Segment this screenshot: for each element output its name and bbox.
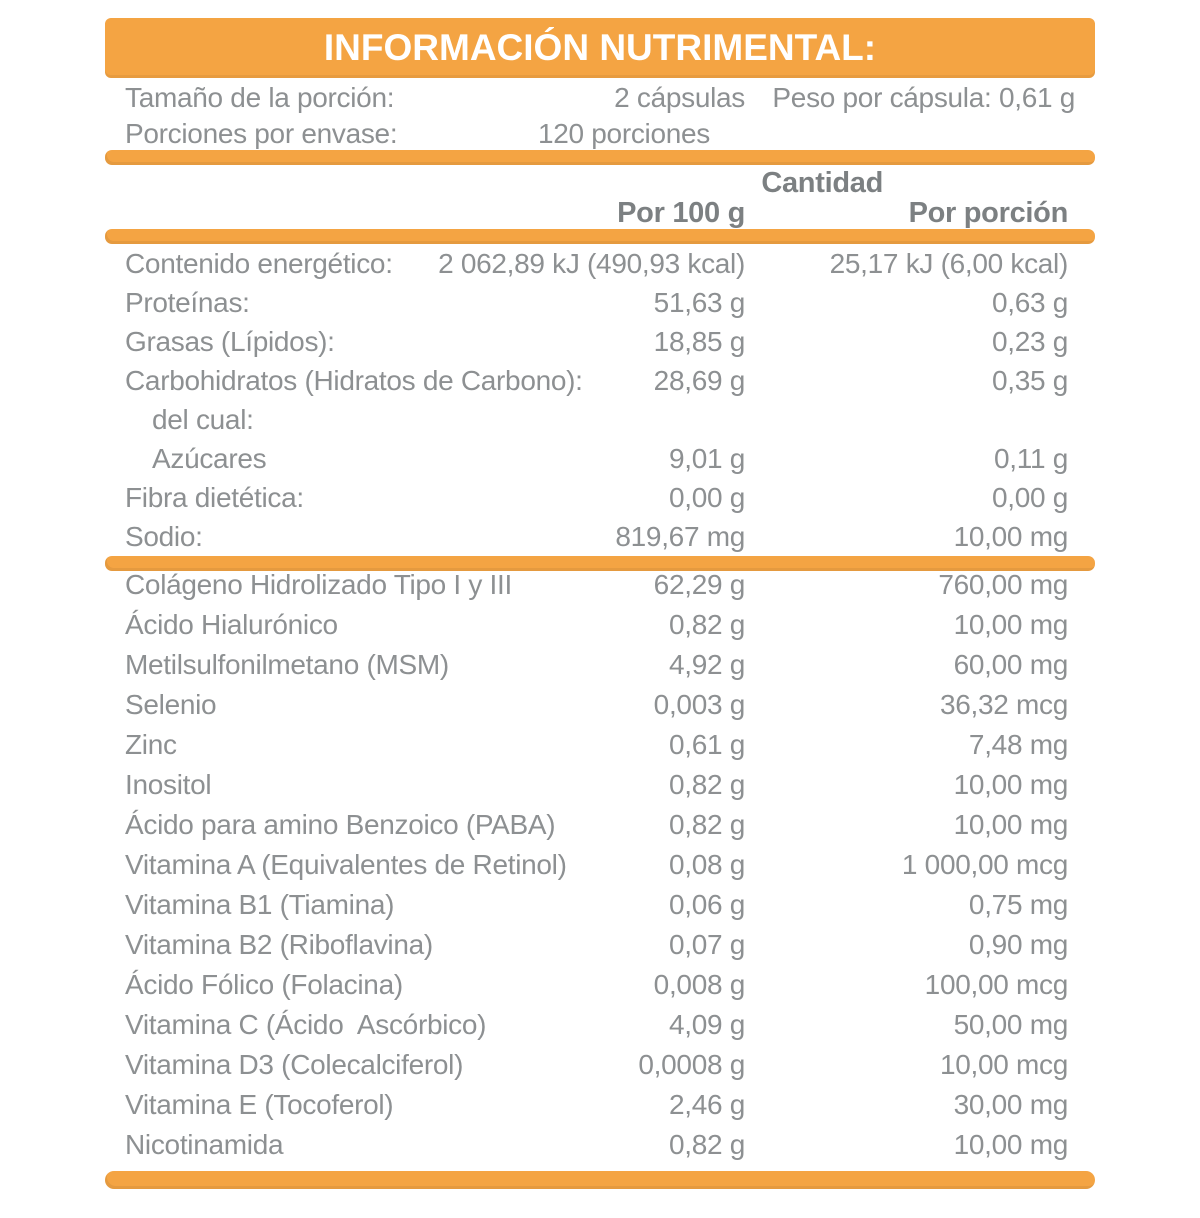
table-row (105, 244, 1095, 283)
per-portion-value: 0,35 g (991, 365, 1068, 396)
per-100g-value: 0,0008 g (638, 1049, 745, 1080)
per-100g-value: 9,01 g (668, 443, 745, 474)
table-row (105, 965, 1095, 1005)
table-row (105, 685, 1095, 725)
servings-per-container-row (105, 118, 1095, 150)
nutrient-label: Ácido Fólico (Folacina) (125, 969, 403, 1000)
per-portion-value: 25,17 kJ (6,00 kcal) (829, 248, 1068, 279)
title-banner (105, 18, 1095, 78)
table-row (105, 565, 1095, 605)
table-row (105, 765, 1095, 805)
per-portion-value: 0,11 g (994, 443, 1068, 474)
per-portion-value: 36,32 mcg (939, 689, 1068, 720)
table-row (105, 283, 1095, 322)
per-100g-value: 0,82 g (668, 809, 745, 840)
per-100g-value: 819,67 mg (615, 521, 745, 552)
table-row (105, 1085, 1095, 1125)
per-portion-value: 10,00 mcg (939, 1049, 1068, 1080)
nutrient-label: Ácido Hialurónico (125, 609, 338, 640)
per-100g-value: 0,06 g (668, 889, 745, 920)
nutrient-label: Inositol (125, 769, 212, 800)
per-100g-value: 0,08 g (668, 849, 745, 880)
table-row (105, 439, 1095, 478)
per-100g-value: 2,46 g (668, 1089, 745, 1120)
per-100g-column-header: Por 100 g (617, 197, 745, 229)
supplements-table (105, 565, 1095, 1165)
nutrient-label: Vitamina E (Tocoferol) (125, 1089, 394, 1120)
nutrient-label: Vitamina B1 (Tiamina) (125, 889, 395, 920)
per-100g-value: 0,82 g (668, 1129, 745, 1160)
per-100g-value: 0,003 g (653, 689, 745, 720)
nutrient-label: Nicotinamida (125, 1129, 284, 1160)
nutrient-label: Contenido energético: (125, 248, 393, 279)
page-title: INFORMACIÓN NUTRIMENTAL: (323, 27, 877, 68)
per-100g-value: 4,09 g (668, 1009, 745, 1040)
per-portion-value: 7,48 mg (968, 729, 1068, 760)
capsule-weight-text: Peso por cápsula: 0,61 g (772, 82, 1075, 113)
per-portion-value: 0,75 mg (968, 889, 1068, 920)
per-100g-value: 4,92 g (668, 649, 745, 680)
per-portion-value: 100,00 mcg (924, 969, 1068, 1000)
per-100g-value: 0,07 g (668, 929, 745, 960)
per-100g-value: 51,63 g (653, 287, 745, 318)
nutrient-label: Carbohidratos (Hidratos de Carbono): (125, 365, 583, 396)
table-row (105, 478, 1095, 517)
nutrient-label: Vitamina C (Ácido Ascórbico) (125, 1009, 487, 1040)
table-row (105, 1125, 1095, 1165)
nutrient-label: Vitamina D3 (Colecalciferol) (125, 1049, 464, 1080)
per-portion-value: 1 000,00 mcg (901, 849, 1068, 880)
divider-header (105, 229, 1095, 244)
nutrient-label: Vitamina B2 (Riboflavina) (125, 929, 433, 960)
nutrient-label: Ácido para amino Benzoico (PABA) (125, 809, 556, 840)
per-portion-value: 10,00 mg (953, 1129, 1068, 1160)
per-portion-value: 0,63 g (991, 287, 1068, 318)
divider-top (105, 150, 1095, 165)
per-100g-value: 2 062,89 kJ (490,93 kcal) (438, 248, 745, 279)
table-row (105, 1005, 1095, 1045)
per-portion-value: 760,00 mg (938, 569, 1068, 600)
per-portion-value: 0,23 g (991, 326, 1068, 357)
table-row (105, 725, 1095, 765)
table-row (105, 400, 1095, 439)
table-row (105, 925, 1095, 965)
per-100g-value: 28,69 g (653, 365, 745, 396)
table-row (105, 885, 1095, 925)
per-portion-value: 10,00 mg (953, 521, 1068, 552)
nutrient-label: Proteínas: (125, 287, 250, 318)
nutrient-label: Metilsulfonilmetano (MSM) (125, 649, 449, 680)
column-headers-section (105, 165, 1095, 229)
per-100g-value: 18,85 g (653, 326, 745, 357)
per-100g-value: 0,82 g (668, 609, 745, 640)
per-100g-value: 0,00 g (668, 482, 745, 513)
per-100g-value: 0,61 g (668, 729, 745, 760)
nutrient-label: Vitamina A (Equivalentes de Retinol) (125, 849, 567, 880)
table-row (105, 845, 1095, 885)
nutrient-label: Selenio (125, 689, 217, 720)
serving-size-label: Tamaño de la porción: (125, 82, 395, 113)
per-portion-value: 10,00 mg (953, 769, 1068, 800)
table-row (105, 645, 1095, 685)
per-100g-value: 62,29 g (653, 569, 745, 600)
serving-size-row (105, 78, 1095, 118)
table-row (105, 517, 1095, 556)
table-row (105, 605, 1095, 645)
nutrient-label: Fibra dietética: (125, 482, 304, 513)
nutrient-label: Grasas (Lípidos): (125, 326, 335, 357)
per-portion-value: 0,90 mg (968, 929, 1068, 960)
servings-per-container-label: Porciones por envase: (125, 118, 398, 149)
per-portion-value: 60,00 mg (953, 649, 1068, 680)
servings-per-container-value: 120 porciones (537, 118, 710, 149)
per-portion-value: 0,00 g (991, 482, 1068, 513)
quantity-group-row (105, 165, 1095, 197)
nutrient-label: del cual: (152, 404, 254, 435)
per-100g-value: 0,82 g (668, 769, 745, 800)
per-portion-value: 50,00 mg (953, 1009, 1068, 1040)
table-row (105, 1045, 1095, 1085)
nutrient-label: Sodio: (125, 521, 203, 552)
per-100g-value: 0,008 g (653, 969, 745, 1000)
per-portion-column-header: Por porción (908, 197, 1068, 229)
serving-info-section (105, 78, 1095, 150)
bottom-bar (105, 1171, 1095, 1189)
nutrients-table (105, 244, 1095, 556)
per-portion-value: 30,00 mg (953, 1089, 1068, 1120)
column-header-row (105, 197, 1095, 229)
table-row (105, 361, 1095, 400)
nutrient-label: Colágeno Hidrolizado Tipo I y III (125, 569, 512, 600)
nutrition-label (0, 18, 1200, 1218)
table-row (105, 322, 1095, 361)
per-portion-value: 10,00 mg (953, 809, 1068, 840)
per-portion-value: 10,00 mg (953, 609, 1068, 640)
quantity-group-header: Cantidad (761, 167, 883, 199)
table-row (105, 805, 1095, 845)
nutrient-label: Azúcares (152, 443, 267, 474)
nutrient-label: Zinc (125, 729, 177, 760)
serving-size-value: 2 cápsulas (614, 82, 745, 113)
